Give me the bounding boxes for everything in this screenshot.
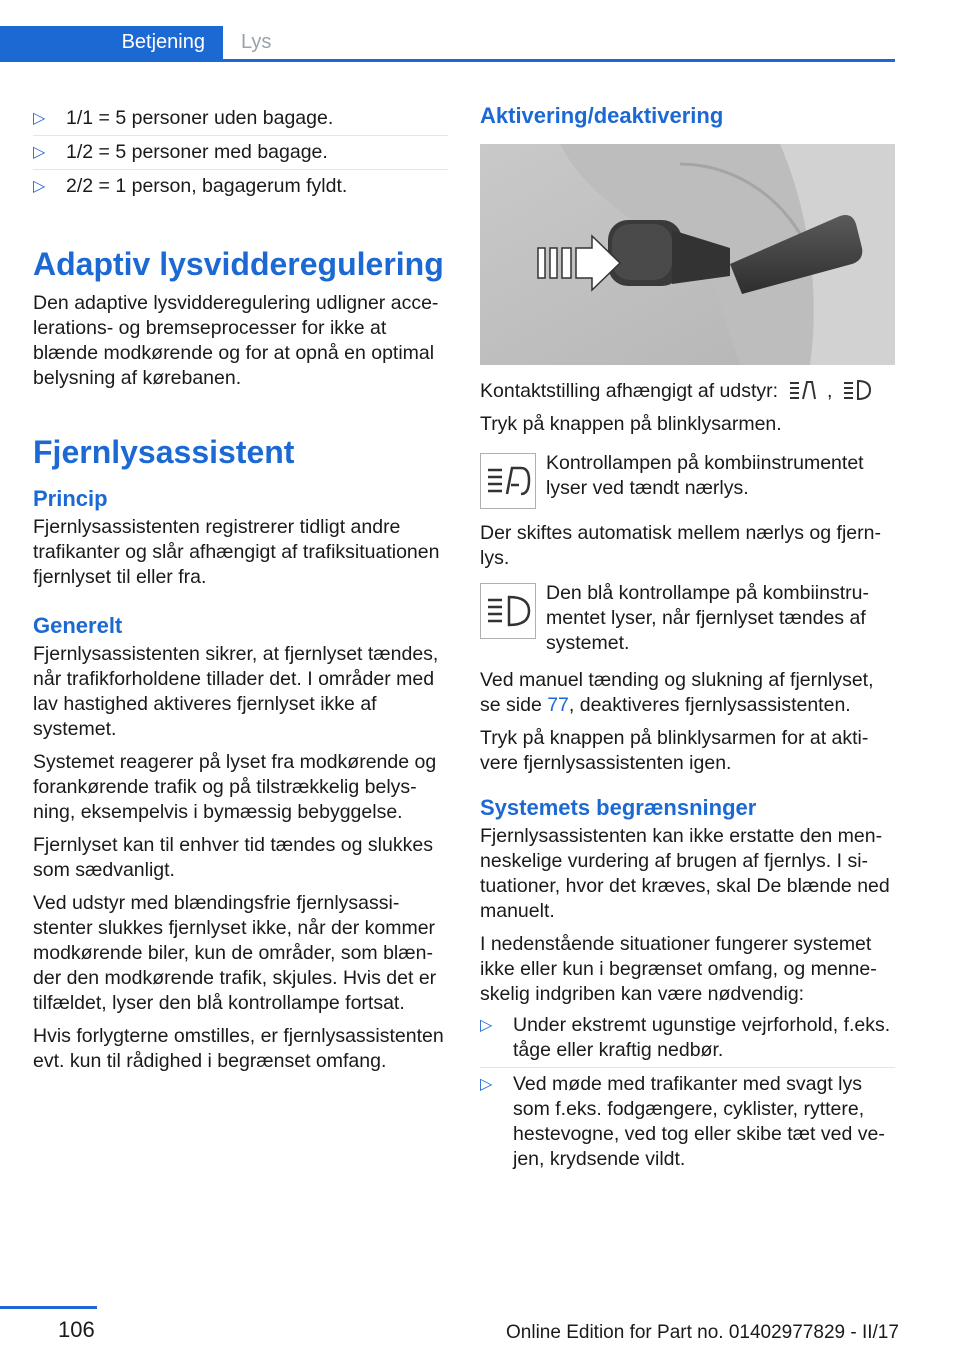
heading-generelt: Generelt xyxy=(33,613,123,638)
paragraph: Fjernlysassistenten sikrer, at fjernlyset tændes, når trafikforholdene tillader det. I områder med lav hastighed aktiveres fjernlyset ikke af systemet. xyxy=(33,643,439,740)
heading-begraensninger: Systemets begrænsninger xyxy=(480,795,757,820)
footer-divider xyxy=(0,1306,97,1309)
page-number: 106 xyxy=(58,1317,95,1342)
high-beam-icon xyxy=(842,379,872,401)
list-item: ▷ Under ekstremt ugunstige vejrforhold, f.eks. tåge eller kraftig nedbør. xyxy=(480,1014,891,1061)
limitations-list xyxy=(480,1009,895,1176)
paragraph: Fjernlyset kan til enhver tid tændes og slukkes som sædvanligt. xyxy=(33,834,433,881)
auto-high-beam-indicator-icon xyxy=(481,454,535,508)
edition-label: Online Edition for Part no. 01402977829 - II/17 xyxy=(506,1322,899,1343)
paragraph: Fjernlysassistenten kan ikke erstatte den menneskelige vurdering af brugen af fjernlys. I situationer, hvor det kræves, skal De blænde ned manuelt. xyxy=(480,825,890,922)
auto-high-beam-icon xyxy=(788,379,818,401)
paragraph: Fjernlysassistenten registrerer tidligt andre trafikanter og slår afhængigt af trafiksituationen fjernlyset til eller fra. xyxy=(33,516,440,588)
paragraph: I nedenstående situationer fungerer systemet ikke eller kun i begrænset omfang, og menneskelig indgriben kan være nødvendig: xyxy=(480,933,877,1005)
triangle-bullet-icon: ▷ xyxy=(33,178,46,195)
turn-signal-lever-photo xyxy=(480,144,895,365)
indicator-row-high-beam xyxy=(480,581,895,656)
paragraph-kontakt: Kontaktstilling afhængigt af udstyr: , xyxy=(480,379,895,404)
list-item: ▷ 2/2 = 1 person, bagagerum fyldt. xyxy=(33,169,448,203)
right-column xyxy=(480,102,895,1176)
indicator-box xyxy=(480,453,536,509)
header-divider xyxy=(0,59,895,62)
paragraph: Den adaptive lysvidderegulering udligner accelerations- og bremseprocesser for ikke at blænde modkørende og for at opnå en optimal belysning af kørebanen. xyxy=(33,292,439,389)
high-beam-indicator-icon xyxy=(481,584,535,638)
paragraph: Ved udstyr med blændingsfrie fjernlysassistenter slukkes fjernlyset ikke, når der kommer modkørende biler, kun de områder, som blænder den modkørende trafik, skjules. Hvis det er tilfældet, lyser den blå kontrollampe fortsat. xyxy=(33,892,437,1014)
paragraph: Systemet reagerer på lyset fra modkørende og forankørende trafik og på tilstrækkelig belysning, eksempelvis i bymæssig bebyggelse. xyxy=(33,751,437,823)
heading-aktivering: Aktivering/deaktivering xyxy=(480,103,724,128)
left-column xyxy=(33,102,448,1082)
indicator-text: Den blå kontrollampe på kombiinstrumentet lyser, når fjernlyset tændes af systemet. xyxy=(546,582,869,654)
tab-betjening[interactable]: Betjening xyxy=(0,26,223,59)
list-item: ▷ Ved møde med trafikanter med svagt lys som f.eks. fodgængere, cyklister, ryttere, hestevogne, ved tog eller skibe tæt ved vejen, krydsende vildt. xyxy=(480,1067,895,1176)
indicator-box xyxy=(480,583,536,639)
load-list xyxy=(33,102,448,203)
page-link-77[interactable]: 77 xyxy=(547,694,569,716)
triangle-bullet-icon: ▷ xyxy=(33,110,46,127)
paragraph: Der skiftes automatisk mellem nærlys og fjernlys. xyxy=(480,522,881,569)
paragraph-manuel: Ved manuel tænding og slukning af fjernlyset, se side 77, deaktiveres fjernlysassistenten. xyxy=(480,669,874,716)
heading-adaptiv: Adaptiv lysvidderegulering xyxy=(33,246,444,282)
page-header xyxy=(0,0,960,62)
heading-princip: Princip xyxy=(33,486,108,511)
triangle-bullet-icon: ▷ xyxy=(480,1076,493,1093)
list-item: ▷ 1/1 = 5 personer uden bagage. xyxy=(33,107,334,129)
triangle-bullet-icon: ▷ xyxy=(480,1017,493,1034)
paragraph: Tryk på knappen på blinklysarmen. xyxy=(480,413,782,435)
heading-fjernlysassistent: Fjernlysassistent xyxy=(33,434,295,470)
indicator-text: Kontrollampen på kombiinstrumentet lyser ved tændt nærlys. xyxy=(546,452,864,499)
tab-lys[interactable]: Lys xyxy=(241,31,272,53)
triangle-bullet-icon: ▷ xyxy=(33,144,46,161)
paragraph: Tryk på knappen på blinklysarmen for at aktivere fjernlysassistenten igen. xyxy=(480,727,869,774)
paragraph: Hvis forlygterne omstilles, er fjernlysassistenten evt. kun til rådighed i begrænset omfang. xyxy=(33,1025,444,1072)
indicator-row-auto xyxy=(480,451,895,509)
list-item: ▷ 1/2 = 5 personer med bagage. xyxy=(33,135,448,169)
